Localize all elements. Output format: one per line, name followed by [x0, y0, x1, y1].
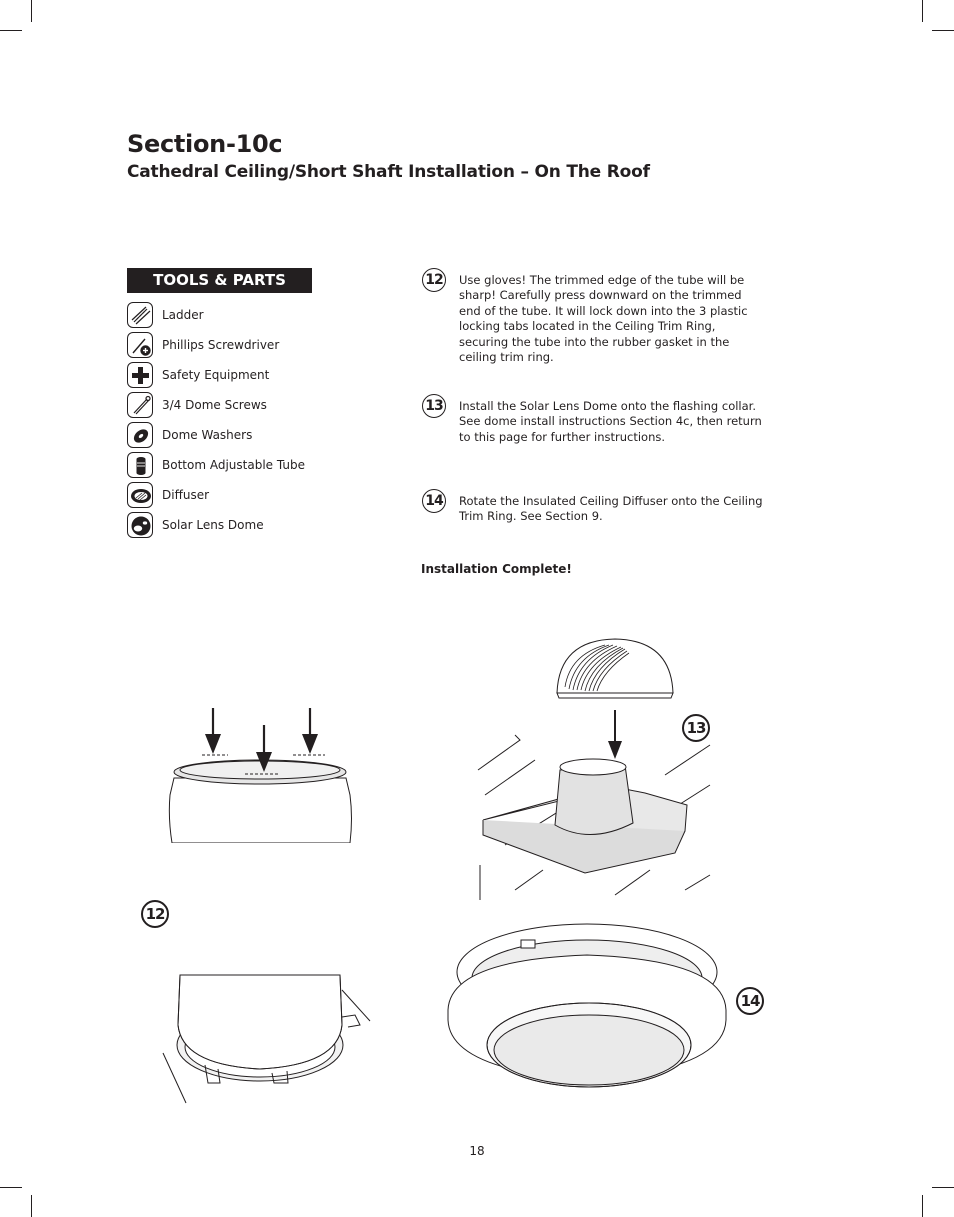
first-aid-cross-icon [127, 362, 153, 388]
ladder-icon [127, 302, 153, 328]
crop-mark [0, 1187, 22, 1188]
step-13-text: Install the Solar Lens Dome onto the flashing collar. See dome install instructions Section 4c, then return to this page for further instructions. [459, 399, 762, 444]
dome-on-flashing-illustration [475, 635, 715, 905]
tool-label: 3/4 Dome Screws [162, 398, 267, 412]
crop-mark [31, 1195, 32, 1217]
page-subtitle: Cathedral Ceiling/Short Shaft Installation – On The Roof [127, 162, 650, 182]
tool-label: Ladder [162, 308, 204, 322]
tool-label: Bottom Adjustable Tube [162, 458, 305, 472]
crop-mark [922, 0, 923, 22]
crop-mark [0, 30, 22, 31]
list-item [127, 482, 387, 510]
list-item [127, 512, 387, 540]
crop-mark [932, 30, 954, 31]
list-item [127, 332, 387, 360]
tube-in-trim-ring-illustration [160, 965, 375, 1105]
tube-press-down-illustration [160, 700, 360, 850]
page-title: Section-10c [127, 130, 283, 158]
tool-label: Solar Lens Dome [162, 518, 264, 532]
tube-icon [127, 452, 153, 478]
illustration-badge-13: 13 [682, 714, 710, 742]
tool-label: Phillips Screwdriver [162, 338, 280, 352]
crop-mark [932, 1187, 954, 1188]
crop-mark [922, 1195, 923, 1217]
list-item [127, 422, 387, 450]
diffuser-trim-ring-illustration [445, 920, 735, 1110]
illustration-badge-12: 12 [141, 900, 169, 928]
dome-icon [127, 512, 153, 538]
step-number-12: 12 [422, 268, 446, 292]
step-12-text: Use gloves! The trimmed edge of the tube will be sharp! Carefully press downward on the trimmed end of the tube. It will lock down into the 3 plastic locking tabs located in the Ceiling Trim Ring, securing the tube into the rubber gasket in the ceiling trim ring. [459, 273, 748, 365]
step-14-text: Rotate the Insulated Ceiling Diffuser onto the Ceiling Trim Ring. See Section 9. [459, 494, 763, 524]
page-number: 18 [469, 1144, 485, 1158]
tool-label: Safety Equipment [162, 368, 270, 382]
illustration-badge-14: 14 [736, 987, 764, 1015]
step-number-14: 14 [422, 489, 446, 513]
washer-icon [127, 422, 153, 448]
list-item [127, 302, 387, 330]
diffuser-icon [127, 482, 153, 508]
crop-mark [31, 0, 32, 22]
screwdriver-icon [127, 332, 153, 358]
installation-complete-note: Installation Complete! [421, 562, 572, 576]
tool-label: Diffuser [162, 488, 210, 502]
tool-label: Dome Washers [162, 428, 253, 442]
step-number-13: 13 [422, 394, 446, 418]
list-item [127, 392, 387, 420]
list-item [127, 452, 387, 480]
list-item [127, 362, 387, 390]
tools-parts-heading: TOOLS & PARTS [127, 268, 312, 293]
screw-icon [127, 392, 153, 418]
